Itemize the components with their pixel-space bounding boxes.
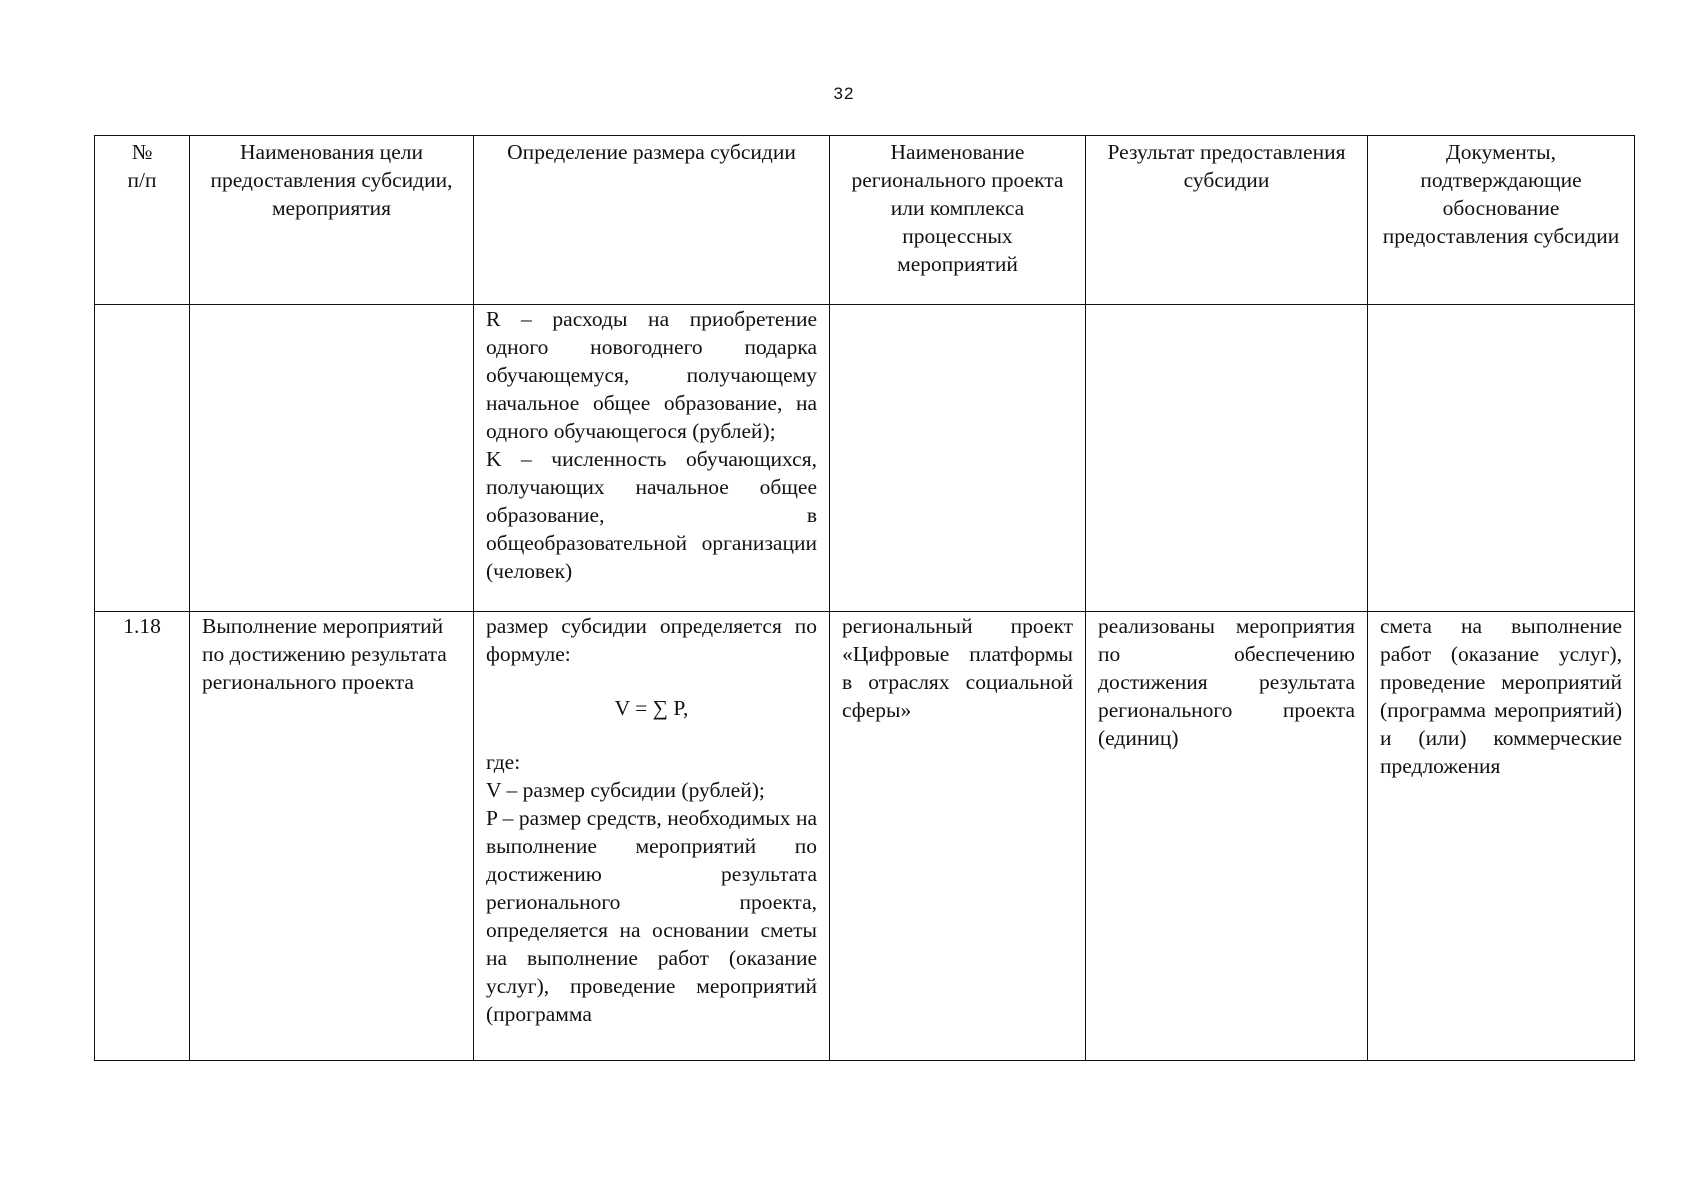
- header-definition: Определение размера субсидии: [474, 136, 830, 305]
- cell-result: [1086, 305, 1368, 612]
- cell-number: 1.18: [95, 612, 190, 1061]
- cell-project: [830, 305, 1086, 612]
- header-documents: Документы, подтверждающие обоснование предоставления субсидии: [1368, 136, 1635, 305]
- table-header-row: [95, 136, 1635, 305]
- cell-goal: Выполнение мероприятий по достижению результата регионального проекта: [190, 612, 474, 1061]
- header-result: Результат предоставления субсидии: [1086, 136, 1368, 305]
- cell-project: региональный проект «Цифровые платформы в отраслях социальной сферы»: [830, 612, 1086, 1061]
- cell-documents: [1368, 305, 1635, 612]
- header-number: № п/п: [95, 136, 190, 305]
- definition-v-text: V – размер субсидии (рублей);: [486, 778, 765, 802]
- header-goal: Наименования цели предоставления субсидии, мероприятия: [190, 136, 474, 305]
- definition-intro-text: размер субсидии определяется по формуле:: [486, 614, 817, 666]
- definition-r-text: R – расходы на приобретение одного новогоднего подарка обучающемуся, получающему начальное общее образование, на одного обучающегося (рублей);: [486, 307, 817, 443]
- table-row-1-18: [95, 612, 1635, 1061]
- cell-definition: [474, 612, 830, 1061]
- cell-definition: [474, 305, 830, 612]
- header-project: Наименование регионального проекта или комплекса процессных мероприятий: [830, 136, 1086, 305]
- cell-documents: смета на выполнение работ (оказание услуг), проведение мероприятий (программа мероприятий) и (или) коммерческие предложения: [1368, 612, 1635, 1061]
- definition-k-text: K – численность обучающихся, получающих начальное общее образование, в общеобразовательной организации (человек): [486, 447, 817, 583]
- page-number: 32: [833, 84, 855, 103]
- cell-result: реализованы мероприятия по обеспечению достижения результата регионального проекта (единиц): [1086, 612, 1368, 1061]
- definition-p-text: P – размер средств, необходимых на выполнение мероприятий по достижению результата регионального проекта, определяется на основании сметы на выполнение работ (оказание услуг), проведение мероприятий (программа: [486, 806, 817, 1026]
- subsidy-table: [94, 135, 1635, 1061]
- cell-goal: [190, 305, 474, 612]
- cell-number: [95, 305, 190, 612]
- subsidy-formula: V = ∑ P,: [614, 696, 689, 720]
- where-label: где:: [486, 750, 521, 774]
- table-row-continuation: [95, 305, 1635, 612]
